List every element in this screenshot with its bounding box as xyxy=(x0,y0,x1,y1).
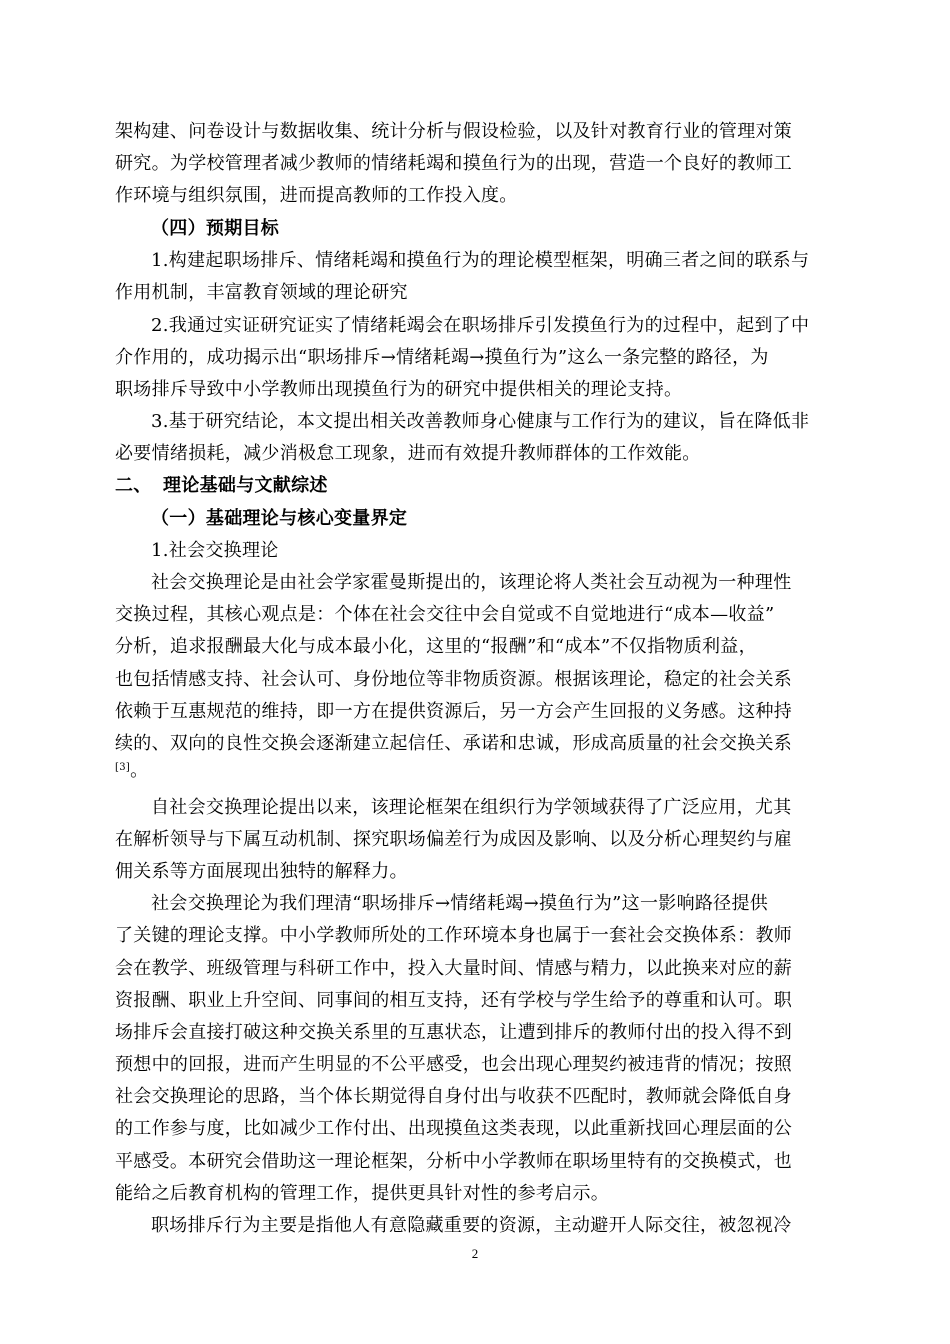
body-text-line: 必要情绪损耗，减少消极怠工现象，进而有效提升教师群体的工作效能。 xyxy=(115,443,701,464)
body-text-line: 职场排斥行为主要是指他人有意隐藏重要的资源，主动避开人际交往，被忽视冷 xyxy=(151,1215,792,1236)
citation-ref: [3] xyxy=(115,762,131,773)
body-text-line: 场排斥会直接打破这种交换关系里的互惠状态，让遭到排斥的教师付出的投入得不到 xyxy=(115,1022,793,1043)
body-text-line: 依赖于互惠规范的维持，即一方在提供资源后，另一方会产生回报的义务感。这种持 xyxy=(115,701,793,722)
body-text-line: 续的、双向的良性交换会逐渐建立起信任、承诺和忠诚，形成高质量的社会交换关系 xyxy=(115,733,793,754)
body-text-line: 也包括情感支持、社会认可、身份地位等非物质资源。根据该理论，稳定的社会关系 xyxy=(115,669,793,690)
body-text-line: 了关键的理论支撑。中小学教师所处的工作环境本身也属于一套社会交换体系：教师 xyxy=(115,925,793,946)
body-text-line: 分析，追求报酬最大化与成本最小化，这里的“报酬”和“成本”不仅指物质利益， xyxy=(115,636,757,657)
body-text-line: 社会交换理论的思路，当个体长期觉得自身付出与收获不匹配时，教师就会降低自身 xyxy=(115,1086,793,1107)
body-text-line: 资报酬、职业上升空间、同事间的相互支持，还有学校与学生给予的尊重和认可。职 xyxy=(115,990,793,1011)
body-text-line: 在解析领导与下属互动机制、探究职场偏差行为成因及影响、以及分析心理契约与雇 xyxy=(115,829,793,850)
citation-line xyxy=(115,759,148,783)
subheading-social-exchange: 1.社会交换理论 xyxy=(151,540,279,561)
body-text-line: 3.基于研究结论，本文提出相关改善教师身心健康与工作行为的建议，旨在降低非 xyxy=(151,411,810,432)
body-text-line: 社会交换理论为我们理清“职场排斥→情绪耗竭→摸鱼行为”这一影响路径提供 xyxy=(151,893,769,914)
body-text-line: 作用机制，丰富教育领域的理论研究 xyxy=(115,282,408,303)
body-text-line: 职场排斥导致中小学教师出现摸鱼行为的研究中提供相关的理论支持。 xyxy=(115,379,683,400)
body-text-line: 介作用的，成功揭示出“职场排斥→情绪耗竭→摸鱼行为”这么一条完整的路径，为 xyxy=(115,347,769,368)
body-text-line: 能给之后教育机构的管理工作，提供更具针对性的参考启示。 xyxy=(115,1183,610,1204)
section-heading-theory xyxy=(115,474,328,498)
heading-expected-goals: （四）预期目标 xyxy=(151,218,280,239)
body-text-line: 作环境与组织氛围，进而提高教师的工作投入度。 xyxy=(115,185,518,206)
period: 。 xyxy=(130,760,149,781)
body-text-line: 研究。为学校管理者减少教师的情绪耗竭和摸鱼行为的出现，营造一个良好的教师工 xyxy=(115,153,793,174)
body-text-line: 交换过程，其核心观点是：个体在社会交往中会自觉或不自觉地进行“成本—收益” xyxy=(115,604,775,625)
heading-basic-theory: （一）基础理论与核心变量界定 xyxy=(151,508,408,529)
body-text-line: 佣关系等方面展现出独特的解释力。 xyxy=(115,861,408,882)
body-text-line: 会在教学、班级管理与科研工作中，投入大量时间、情感与精力，以此换来对应的薪 xyxy=(115,958,793,979)
page-number: 2 xyxy=(471,1246,479,1261)
body-text-line: 2.我通过实证研究证实了情绪耗竭会在职场排斥引发摸鱼行为的过程中，起到了中 xyxy=(151,315,810,336)
body-text-line: 1.构建起职场排斥、情绪耗竭和摸鱼行为的理论模型框架，明确三者之间的联系与 xyxy=(151,250,810,271)
body-text-line: 预想中的回报，进而产生明显的不公平感受，也会出现心理契约被违背的情况；按照 xyxy=(115,1054,793,1075)
body-text-line: 平感受。本研究会借助这一理论框架，分析中小学教师在职场里特有的交换模式，也 xyxy=(115,1151,793,1172)
section-number: 二、 xyxy=(115,475,152,496)
body-text-line: 的工作参与度，比如减少工作付出、出现摸鱼这类表现，以此重新找回心理层面的公 xyxy=(115,1118,793,1139)
body-text-line: 自社会交换理论提出以来，该理论框架在组织行为学领域获得了广泛应用，尤其 xyxy=(151,797,792,818)
section-title: 理论基础与文献综述 xyxy=(163,475,328,496)
body-text-line: 社会交换理论是由社会学家霍曼斯提出的，该理论将人类社会互动视为一种理性 xyxy=(151,572,792,593)
body-text-line: 架构建、问卷设计与数据收集、统计分析与假设检验，以及针对教育行业的管理对策 xyxy=(115,121,793,142)
